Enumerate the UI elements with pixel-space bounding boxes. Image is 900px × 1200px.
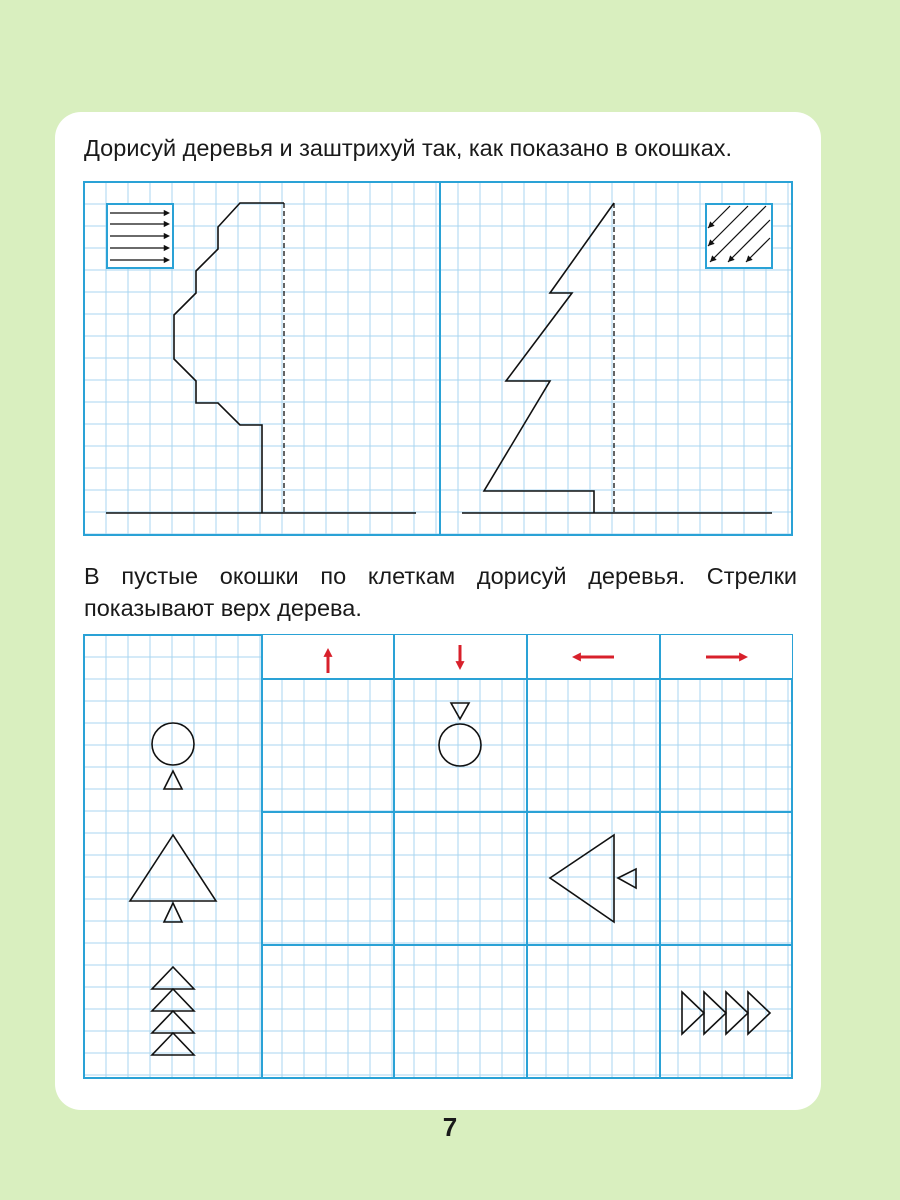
- right-fir-tier: [704, 992, 726, 1034]
- triangle-tree-crown: [130, 835, 216, 901]
- stacked-fir-tier: [152, 1033, 194, 1055]
- left-tree-crown: [550, 835, 614, 922]
- stacked-fir-tier: [152, 989, 194, 1011]
- task2-instruction: [84, 560, 797, 624]
- left-tree-trunk: [618, 869, 636, 888]
- stacked-fir-tier: [152, 967, 194, 989]
- round-tree-trunk: [164, 771, 182, 789]
- right-fir-tier: [682, 992, 704, 1034]
- task2-line2: показывают верх дерева.: [84, 595, 362, 621]
- right-fir-tier: [726, 992, 748, 1034]
- right-fir-tier: [748, 992, 770, 1034]
- triangle-tree-trunk: [164, 903, 182, 922]
- hatch-sample-diagonal: [706, 204, 772, 268]
- down-tree-trunk: [451, 703, 469, 719]
- exercise1-grid-lines: [84, 182, 792, 535]
- stacked-fir-tier: [152, 1011, 194, 1033]
- page-number: 7: [442, 1112, 458, 1142]
- task1-instruction: Дорисуй деревья и заштрихуй так, как показано в окошках.: [84, 135, 733, 161]
- round-tree-crown: [152, 723, 194, 765]
- task2-line1: В пустые окошки по клеткам дорисуй деревья. Стрелки: [84, 563, 797, 589]
